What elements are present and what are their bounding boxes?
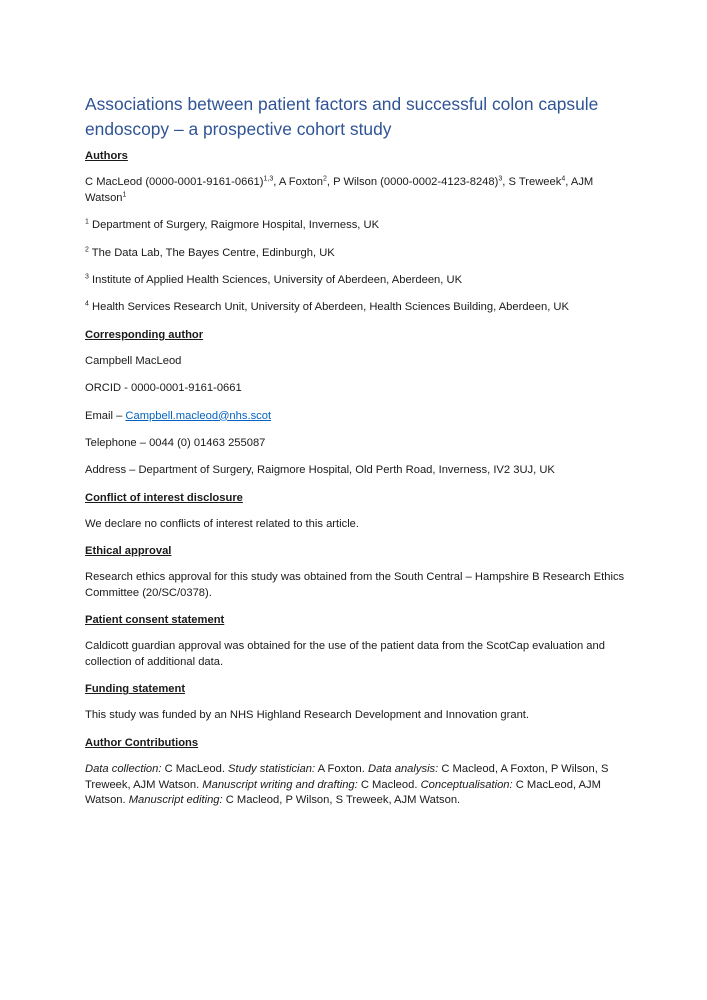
contribution-people: A Foxton.: [315, 762, 368, 775]
author-list: [85, 175, 630, 207]
author-separator: ,: [326, 176, 334, 188]
affiliation-number: 1: [85, 218, 89, 226]
contribution-people: C Macleod, P Wilson, S Treweek, AJM Watson.: [222, 794, 461, 807]
affiliation: [85, 246, 630, 262]
author-name: S Treweek: [508, 176, 562, 188]
author-affiliation-sup: 2: [323, 175, 327, 183]
front-matter: [85, 149, 630, 821]
corresponding-author-name: Campbell MacLeod: [85, 354, 182, 367]
ethics-text: Research ethics approval for this study was obtained from the South Central – Hampshire B Research Ethics Committee (20/SC/0378).: [85, 571, 625, 599]
affiliation-number: 4: [85, 300, 89, 308]
affiliation-text: Institute of Applied Health Sciences, University of Aberdeen, Aberdeen, UK: [88, 273, 463, 286]
contribution-role: Conceptualisation:: [420, 778, 513, 791]
affiliation-text: Department of Surgery, Raigmore Hospital, Inverness, UK: [88, 219, 380, 232]
author-name: A Foxton: [278, 176, 323, 188]
affiliation-number: 2: [85, 245, 89, 253]
author-affiliation-sup: 3: [498, 175, 503, 183]
email-label: Email –: [85, 409, 126, 422]
paper-title: Associations between patient factors and successful colon capsule endoscopy – a prospective cohort study: [85, 94, 599, 139]
consent-text: Caldicott guardian approval was obtained for the use of the patient data from the ScotCap evaluation and collection of additional data.: [85, 640, 605, 669]
contributions-text: [85, 762, 630, 809]
contribution-people: C MacLeod, AJM Watson.: [85, 778, 601, 807]
affiliation: [85, 300, 630, 316]
author-name: C MacLeod (0000-0001-9161-0661): [85, 176, 264, 188]
authors-heading: Authors: [85, 150, 128, 162]
affiliation: [85, 218, 630, 234]
contribution-role: Manuscript editing:: [128, 794, 223, 807]
funding-text: This study was funded by an NHS Highland Research Development and Innovation grant.: [85, 709, 530, 722]
contribution-people: C Macleod, A Foxton, P Wilson, S Treweek, AJM Watson.: [85, 762, 609, 791]
author-separator: ,: [273, 176, 279, 188]
email-link[interactable]: Campbell.macleod@nhs.scot: [125, 409, 272, 422]
contribution-role: Study statistician:: [228, 762, 316, 775]
contribution-role: Manuscript writing and drafting:: [202, 778, 358, 791]
author-affiliation-sup: 1,3: [263, 175, 274, 183]
corresponding-author-telephone: Telephone – 0044 (0) 01463 255087: [85, 436, 266, 449]
affiliation-text: Health Services Research Unit, University of Aberdeen, Health Sciences Building, Aberdeen, UK: [88, 301, 569, 314]
author-affiliation-sup: 4: [561, 175, 566, 183]
corresponding-author-address: Address – Department of Surgery, Raigmore Hospital, Old Perth Road, Inverness, IV2 3UJ, UK: [85, 464, 555, 477]
author-name: AJM Watson: [85, 176, 594, 204]
funding-heading: Funding statement: [85, 683, 186, 696]
author-separator: ,: [565, 176, 571, 188]
contributions-heading: Author Contributions: [85, 736, 199, 749]
consent-heading: Patient consent statement: [85, 614, 225, 627]
ethics-heading: Ethical approval: [85, 545, 172, 558]
contribution-role: Data collection:: [85, 762, 162, 775]
corresponding-author-orcid: ORCID - 0000-0001-9161-0661: [85, 382, 242, 395]
contribution-role: Data analysis:: [367, 762, 439, 775]
coi-heading: Conflict of interest disclosure: [85, 491, 243, 504]
affiliation: [85, 273, 630, 289]
corresponding-author-email-line: [85, 409, 630, 425]
affiliation-text: The Data Lab, The Bayes Centre, Edinburgh, UK: [88, 246, 335, 259]
affiliation-number: 3: [85, 273, 89, 281]
author-separator: ,: [502, 176, 509, 188]
author-name: P Wilson (0000-0002-4123-8248): [333, 176, 499, 188]
contribution-people: C MacLeod.: [161, 762, 229, 775]
coi-text: We declare no conflicts of interest related to this article.: [85, 517, 360, 530]
corresponding-author-heading: Corresponding author: [85, 328, 204, 341]
contribution-people: C Macleod.: [357, 778, 421, 791]
author-affiliation-sup: 1: [122, 191, 127, 199]
